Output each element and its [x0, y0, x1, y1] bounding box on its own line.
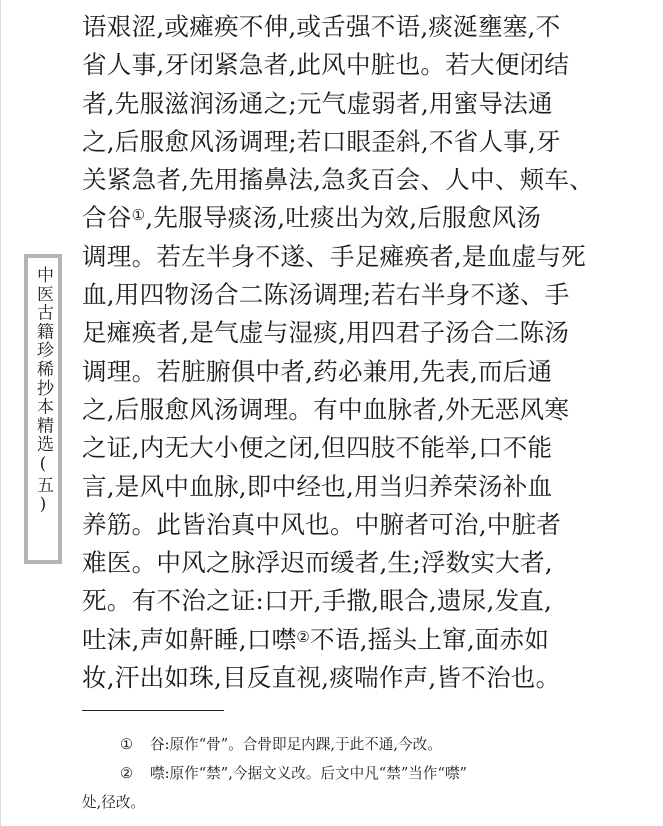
body-line-text: ,先服导痰汤,吐痰出为效,后服愈风汤 — [145, 203, 542, 233]
footnote-2-text: 噤:原作“禁”,今据文义改。后文中凡“禁”当作“噤” — [150, 765, 468, 782]
series-side-label: 中医古籍珍稀抄本精选(五) — [33, 266, 53, 517]
main-body-text — [82, 8, 594, 697]
body-line — [82, 238, 586, 276]
body-line-text: 死。有不治之证:口开,手撒,眼合,遗尿,发直, — [82, 586, 553, 616]
footnote-2 — [82, 759, 582, 788]
body-line — [82, 276, 582, 314]
body-line — [82, 468, 582, 506]
body-line-text: 之,后服愈风汤调理;若口眼歪斜,不省人事,牙 — [82, 126, 561, 156]
footnote-divider — [82, 710, 224, 711]
body-line-text: 言,是风中血脉,即中经也,用当归养荣汤补血 — [82, 471, 553, 501]
body-line-text: 语艰涩,或瘫痪不伸,或舌强不语,痰涎壅塞,不 — [82, 12, 561, 41]
footnote-2-continuation-text: 处,径改。 — [82, 794, 146, 811]
body-line-text: 调理。若脏腑俱中者,药必兼用,先表,而后通 — [82, 356, 553, 386]
body-line — [82, 123, 582, 161]
body-line-text: 合谷 — [82, 203, 132, 233]
body-line-text: 者,先服滋润汤通之;元气虚弱者,用蜜导法通 — [82, 88, 553, 118]
body-line — [82, 46, 582, 84]
body-line — [82, 544, 582, 582]
body-line — [82, 353, 582, 391]
body-line-text: 省人事,牙闭紧急者,此风中脏也。若大便闭结 — [82, 50, 570, 80]
page-left-edge-rule — [0, 0, 1, 826]
series-side-label-box — [24, 254, 62, 564]
body-line — [82, 391, 582, 429]
footnote-1-text: 谷:原作“骨”。合骨即足内踝,于此不通,今改。 — [150, 736, 442, 753]
body-line-text: 妆,汗出如珠,目反直视,痰喘作声,皆不治也。 — [82, 663, 561, 693]
body-line — [82, 8, 582, 46]
body-line — [82, 429, 582, 467]
body-line — [82, 314, 582, 352]
footnote-2-continuation — [82, 788, 582, 817]
body-line-text: 不语,摇头上窜,面赤如 — [310, 624, 550, 654]
body-line — [82, 582, 582, 620]
body-line-text: 足瘫痪者,是气虚与湿痰,用四君子汤合二陈汤 — [82, 318, 570, 348]
body-line — [82, 621, 582, 659]
footnote-2-marker: ② — [120, 765, 134, 782]
footnotes-section — [82, 730, 582, 817]
body-line-text: 吐沫,声如鼾睡,口噤 — [82, 624, 297, 654]
body-line-text: 关紧急者,先用搐鼻法,急炙百会、人中、颊车、 — [82, 165, 594, 195]
body-line — [82, 161, 594, 199]
body-line — [82, 199, 582, 237]
body-line — [82, 659, 582, 697]
body-line-text: 血,用四物汤合二陈汤调理;若右半身不遂、手 — [82, 280, 570, 310]
footnote-1 — [82, 730, 582, 759]
body-line-text: 调理。若左半身不遂、手足瘫痪者,是血虚与死 — [82, 241, 586, 271]
body-line-text: 难医。中风之脉浮迟而缓者,生;浮数实大者, — [82, 548, 553, 578]
body-line-text: 之,后服愈风汤调理。有中血脉者,外无恶风寒 — [82, 394, 570, 424]
body-line-text: 养筋。此皆治真中风也。中腑者可治,中脏者 — [82, 509, 562, 539]
body-line-text: 之证,内无大小便之闭,但四肢不能举,口不能 — [82, 433, 553, 463]
body-line — [82, 85, 582, 123]
footnote-ref-2[interactable]: ② — [296, 627, 311, 646]
footnote-1-marker: ① — [120, 736, 134, 753]
body-line — [82, 506, 582, 544]
footnote-ref-1[interactable]: ① — [131, 206, 146, 225]
